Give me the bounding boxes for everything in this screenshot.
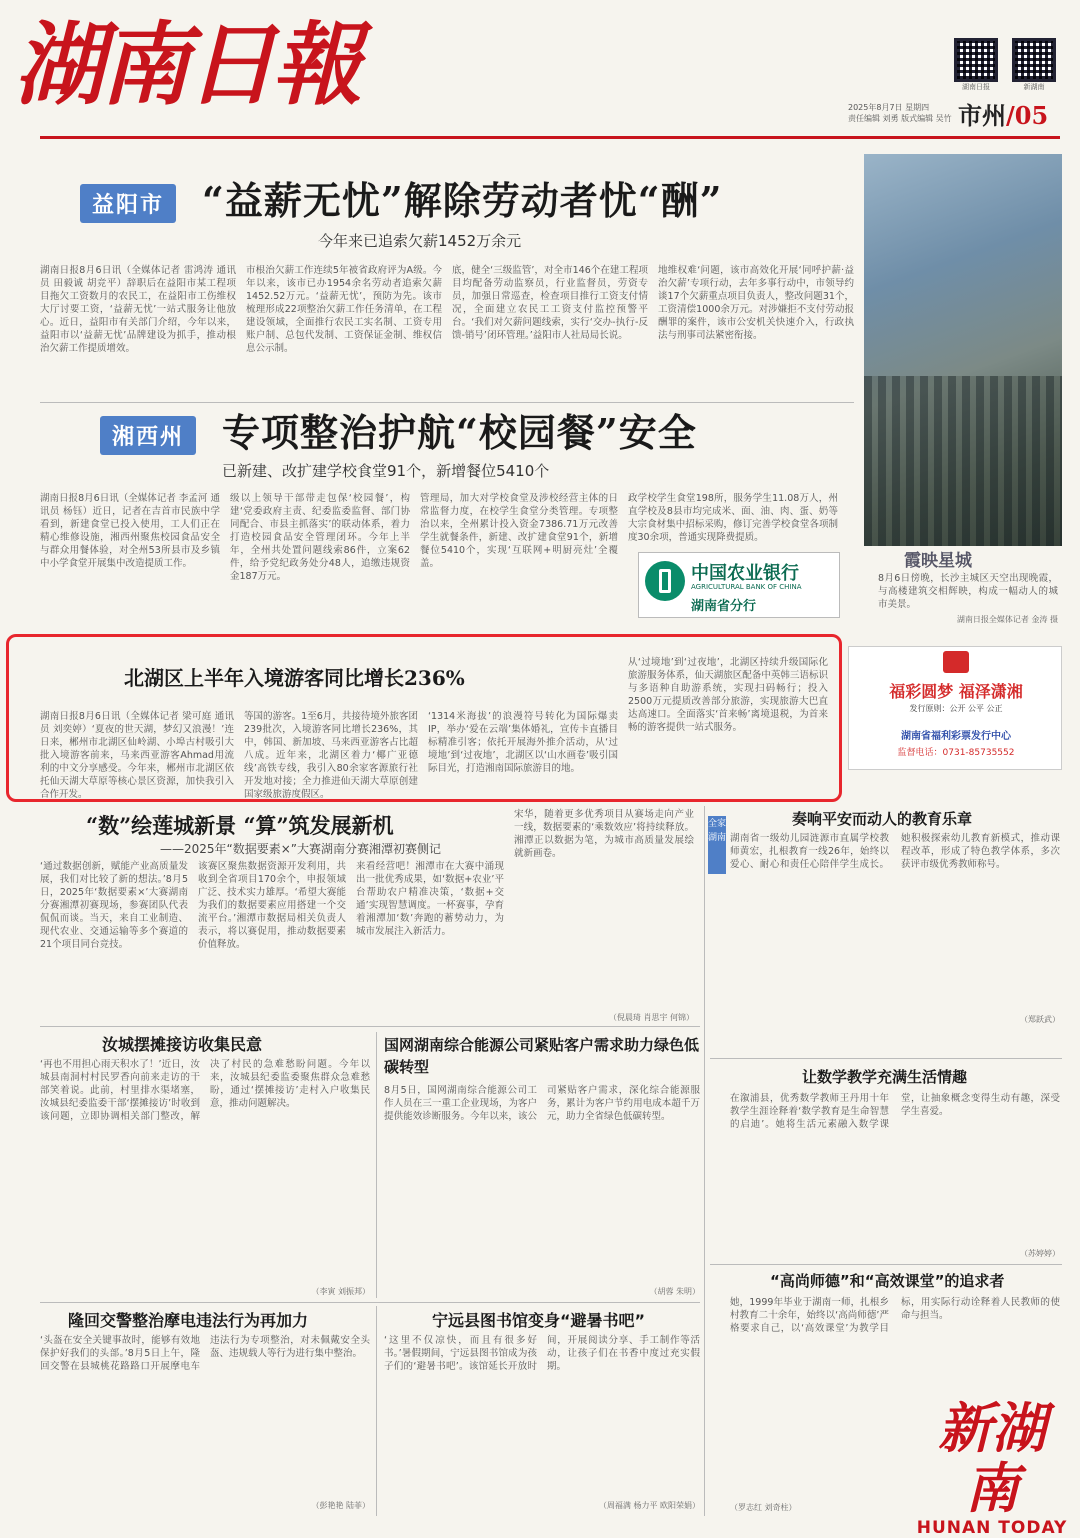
- lottery-hotline: 监督电话：0731-85735552: [897, 748, 1015, 758]
- column-divider: [376, 1032, 377, 1298]
- issue-date: 2025年8月7日 星期四: [848, 103, 930, 112]
- story2-headline[interactable]: 专项整治护航“校园餐”安全: [222, 410, 697, 455]
- story1-col-3: 底，健全‘三级监管’，对全市146个在建工程项目均配备劳动监察员，行业监督员，劳资专员，加强日常巡查，检查项目推行工资支付情况，全面建立农民工工资支付监控预警平台。‘我们对欠薪问题线索，实行‘交办-执行-反馈-销号’闭环管理。’益阳市人社局局长说。: [452, 265, 648, 341]
- story7-text: 在溆浦县，优秀数学教师王丹用十年教学生涯诠释着‘数学教育是生命智慧的启迪’。她将生活元素融入数学课堂，让抽象概念变得生动有趣，深受学生喜爱。: [730, 1093, 1060, 1130]
- qr-label-1: 湖南日报: [962, 83, 990, 91]
- story3-col-2: 等国的游客。1至6月，共接待境外旅客团239批次，入境游客同比增长236%，其中，韩国、新加坡、马来西亚游客占比超八成。近年来，北湖区着力‘椰广亚德线’高铁专线，我引入80余家客源旅行社开发地对接；全力推进仙天湖大草原创建国家级旅游度假区。: [244, 711, 418, 800]
- lottery-title: 福彩圆梦 福泽潇湘: [889, 682, 1023, 701]
- story3-col-1: 湖南日报8月6日讯（全媒体记者 梁可庭 通讯员 刘奕婷）‘夏夜的世天湖，梦幻又浪漫！’连日来，郴州市北湖区仙岭湖、小埠古村吸引大批入境游客前来，马来西亚游客Ahmad用流利的中文分享感受。今年来，郴州市北湖区依托仙天湖大草原等核心景区资源，加快我引入合作开发。: [40, 711, 234, 800]
- watermark-en: HUNAN TODAY: [916, 1518, 1068, 1538]
- story4-headline[interactable]: “数”绘莲城新景 “算”筑发展新机: [86, 813, 394, 838]
- story3-col-3: ‘1314米海拔’的浪漫符号转化为国际爆卖IP，举办‘爱在云端’集体婚礼，宣传卡直播目标精准引客；依托开展海外推介活动，从‘过境地’到‘过夜地’，北湖区以‘山水画卷’吸引国际目光，打造湘南国际旅游目的地。: [428, 711, 618, 774]
- story2-col-3: 管理局，加大对学校食堂及涉校经营主体的日常监督力度，在校学生食堂分类管理。专项整治以来，全州累计投入资金7386.71万元改善学生就餐条件，新建、改扩建食堂91个，新增餐位5410个，实现‘互联网+明厨亮灶’全覆盖。: [420, 493, 618, 569]
- skyline-shape: [864, 376, 1062, 546]
- page-number: /05: [1006, 101, 1049, 130]
- watermark-cn: 新湖南: [938, 1396, 1046, 1520]
- story3-headline[interactable]: 北湖区上半年入境游客同比增长236%: [124, 666, 465, 690]
- story6-credit: （胡蓉 朱明）: [649, 1287, 700, 1296]
- sidebar-credit: （郑跃武）: [1020, 1015, 1060, 1024]
- story7-headline[interactable]: 让数学教学充满生活情趣: [802, 1068, 968, 1086]
- story4-col-4: 宋华，随着更多优秀项目从赛场走向产业一线，数据要素的‘乘数效应’将持续释放。湘潭正以数据为笔，为城市高质量发展绘就新画卷。: [514, 809, 694, 859]
- lottery-logo-icon: [943, 651, 969, 673]
- story1-col-4: 地维权难‘问题，该市高效化开展‘同呼护薪·益治欠薪’专项行动，去年多事行动中，市领导约谈17个欠薪重点项目负责人，整改问题31个，工资清偿1000余万元。对涉嫌拒不支付劳动报酬罪的案件，该市公安机关快速介入，行政执法与刑事司法紧密衔接。: [658, 265, 854, 341]
- photo-title: 霞映星城: [904, 551, 972, 571]
- story4-col-2: 该赛区聚焦数据资源开发利用，共收到全省项目170余个，申报领域广泛、技术实力雄厚。‘希望大赛能为我们的数据要素应用搭建一个交流平台。’湘潭市数据局相关负责人表示，将以赛促用，推动数据要素价值释放。: [198, 861, 346, 950]
- section-label: [958, 96, 1048, 131]
- story8-headline[interactable]: “高尚师德”和“高效课堂”的追求者: [770, 1272, 1005, 1290]
- photo-credit: 湖南日报全媒体记者 金涛 摄: [956, 615, 1058, 624]
- story1-headline[interactable]: “益薪无忧”解除劳动者忧“酬”: [202, 178, 723, 223]
- story5-text: ‘再也不用担心雨天积水了！’近日，汝城县南洞村村民罗香向前来走访的干部笑着说。此前，村里排水渠堵塞，汝城县纪委监委干部‘摆摊接访’时收到该问题，立即协调相关部门整改，解决了村民的急难愁盼问题。今年以来，汝城县纪委监委聚焦群众急难愁盼，通过‘摆摊接访’走村入户收集民意，推动问题解决。: [40, 1059, 370, 1122]
- divider: [40, 1302, 700, 1303]
- bank-english: AGRICULTURAL BANK OF CHINA: [691, 583, 802, 591]
- story3-col-4: 从‘过境地’到‘过夜地’，北湖区持续升级国际化旅游服务体系，仙天湖旅区配备中英韩三语标识与多语种自助游系统，实现扫码畅行；投入2500万元提质改善部分旅游，实现旅游大巴直达高速口。全面落实‘首来畅’离境退税，为首来畅的游客提供一站式服务。: [628, 657, 828, 733]
- story2-col-1: 湖南日报8月6日讯（全媒体记者 李孟河 通讯员 杨钰）近日，记者在吉首市民族中学看到，新建食堂已投入使用，工人们正在精心维修设施，湘西州聚焦校园食品安全与群众用餐体验，对全州53所县市及乡镇中小学食堂开展集中改造提质工作。: [40, 493, 220, 569]
- story2-col-4: 政学校学生食堂198所，服务学生11.08万人，州直学校及8县市均完成米、面、油、肉、蛋、奶等大宗食材集中招标采购，修订完善学校食堂各项制度30余项，普通实现降费提质。: [628, 493, 838, 543]
- hunan-today-watermark: [912, 1398, 1072, 1538]
- qr-icon: [954, 38, 998, 82]
- story1-subhead: 今年来已追索欠薪1452万余元: [318, 232, 522, 250]
- region-tag-xiangxi: 湘西州: [100, 416, 196, 455]
- qr-code-2[interactable]: [1006, 38, 1062, 92]
- abc-logo-icon: [645, 561, 685, 601]
- story2-col-2: 级以上领导干部带走包保‘校园餐’，构建‘党委政府主责、纪委监委监督、部门协同配合、市县主抓落实’的联动体系，着力打造校园食品安全管理闭环。今年上半年，全州共处置问题线索86件，立案62件，给予党纪政务处分48人，追缴违规资金187万元。: [230, 493, 410, 582]
- region-tag-yiyang: 益阳市: [80, 184, 176, 223]
- divider: [40, 1026, 700, 1027]
- lottery-slogan: 发行原则：公开 公平 公正: [909, 704, 1003, 713]
- story6-text: 8月5日，国网湖南综合能源公司工作人员在三一重工企业现场，为客户提供能效诊断服务。今年以来，该公司紧贴客户需求，深化综合能源服务，累计为客户节约用电成本超千万元，助力全省绿色低碳转型。: [384, 1085, 700, 1122]
- story10-headline[interactable]: 宁远县图书馆变身“避暑书吧”: [432, 1311, 646, 1330]
- sidebar-label: 全家湖南: [708, 816, 726, 874]
- story9-headline[interactable]: 隆回交警整治摩电违法行为再加力: [68, 1311, 309, 1330]
- bank-name: 中国农业银行: [691, 563, 799, 584]
- story5-headline[interactable]: 汝城摆摊接访收集民意: [102, 1035, 263, 1054]
- bank-ad[interactable]: [638, 552, 840, 618]
- story4-col-3: 来看经营吧！湘潭市在大赛中涌现出一批优秀成果，如‘数据+农业’平台帮助农户精准决策，‘数据+交通’实现智慧调度。一杯赛事，孕育着湘潭加‘数’奔跑的蓄势动力，为城市发展注入新活力。: [356, 861, 504, 937]
- header-rule: [40, 136, 1060, 139]
- story7-credit: （苏婷婷）: [1020, 1249, 1060, 1258]
- story4-subhead: ——2025年“数据要素×”大赛湖南分赛湘潭初赛侧记: [160, 842, 442, 856]
- story4-col-1: ‘通过数据创新，赋能产业高质量发展，我们对比较了新的想法。’8月5日，2025年‘数据要素×’大赛湖南分赛湘潭初赛现场，参赛团队代表侃侃而谈。当天，来自工业制造、现代农业、交通运输等多个赛道的21个项目同台竞技。: [40, 861, 188, 950]
- story1-col-1: 湖南日报8月6日讯（全媒体记者 雷鸿涛 通讯员 田毅诚 胡竞平）辞职后在益阳市某工程项目拖欠工资数月的农民工，在益阳市工伤维权大厅讨要工资，‘益薪无忧’一站式服务让他放心。近日，益阳市有关部门介绍，今年以来，益阳市以‘益薪无忧’品牌建设为抓手，推动根治欠薪工作提质增效。: [40, 265, 236, 354]
- column-divider: [376, 1306, 377, 1516]
- sidebar-text: 湖南省一级幼儿园涟源市直属学校教师黄宏，扎根教育一线26年，始终以爱心、耐心和责任心陪伴学生成长。她积极探索幼儿教育新模式，推动课程改革，形成了特色教学体系，多次获评市级优秀教师称号。: [730, 833, 1060, 870]
- story1-col-2: 市根治欠薪工作连续5年被省政府评为A级。今年以来，该市已办1954余名劳动者追索欠薪1452.52万元。‘益薪无忧’，预防为先。该市梳理形成22项整治欠薪工作任务清单，在工程建设领域，全面推行农民工实名制、工资专用账户制、总包代发制、工资保证金制、维权信息公示制。: [246, 265, 442, 354]
- story6-headline[interactable]: 国网湖南综合能源公司紧贴客户需求助力绿色低碳转型: [384, 1036, 700, 1076]
- qr-label-2: 新湖南: [1023, 83, 1045, 91]
- story10-text: ‘这里不仅凉快，而且有很多好书。’暑假期间，宁远县图书馆成为孩子们的‘避暑书吧’。该馆延长开放时间，开展阅读分享、手工制作等活动，让孩子们在书香中度过充实假期。: [384, 1335, 700, 1372]
- qr-code-1[interactable]: [948, 38, 1004, 92]
- column-divider: [704, 806, 705, 1516]
- story10-credit: （周福满 杨力平 欧阳荣娟）: [598, 1501, 700, 1510]
- lottery-org: 湖南省福利彩票发行中心: [901, 731, 1011, 742]
- story5-credit: （李寅 刘振邦）: [311, 1287, 370, 1296]
- editors: 责任编辑 刘勇 版式编辑 吴竹: [848, 114, 952, 123]
- divider: [710, 1264, 1062, 1265]
- qr-icon: [1012, 38, 1056, 82]
- story4-credit: （倪晨琦 肖思宇 何锦）: [608, 1013, 694, 1022]
- lottery-ad[interactable]: [848, 646, 1062, 770]
- section-name: 市州: [958, 101, 1006, 130]
- bank-branch: 湖南省分行: [691, 599, 757, 614]
- dateline: [848, 102, 953, 124]
- story9-credit: （彭艳艳 陆菲）: [311, 1501, 370, 1510]
- story9-text: ‘头盔在安全关键事故时，能够有效地保护好我们的头部。’8月5日上午，隆回交警在县城桃花路路口开展摩电车违法行为专项整治，对未佩戴安全头盔、违规载人等行为进行集中整治。: [40, 1335, 370, 1372]
- photo-caption: 8月6日傍晚，长沙主城区天空出现晚霞，与高楼建筑交相辉映，构成一幅动人的城市美景。: [878, 573, 1058, 610]
- story8-credit: （罗志红 刘奇柱）: [730, 1503, 797, 1512]
- city-sunset-photo[interactable]: [864, 154, 1062, 546]
- sidebar-title[interactable]: 奏响平安而动人的教育乐章: [792, 810, 973, 828]
- divider: [710, 1058, 1062, 1059]
- masthead-logo: 湖南日報: [14, 12, 358, 118]
- story2-subhead: 已新建、改扩建学校食堂91个，新增餐位5410个: [222, 462, 550, 480]
- story8-text: 她，1999年毕业于湖南一师，扎根乡村教育二十余年，始终以‘高尚师德’严格要求自己，以‘高效课堂’为教学目标，用实际行动诠释着人民教师的使命与担当。: [730, 1297, 1060, 1334]
